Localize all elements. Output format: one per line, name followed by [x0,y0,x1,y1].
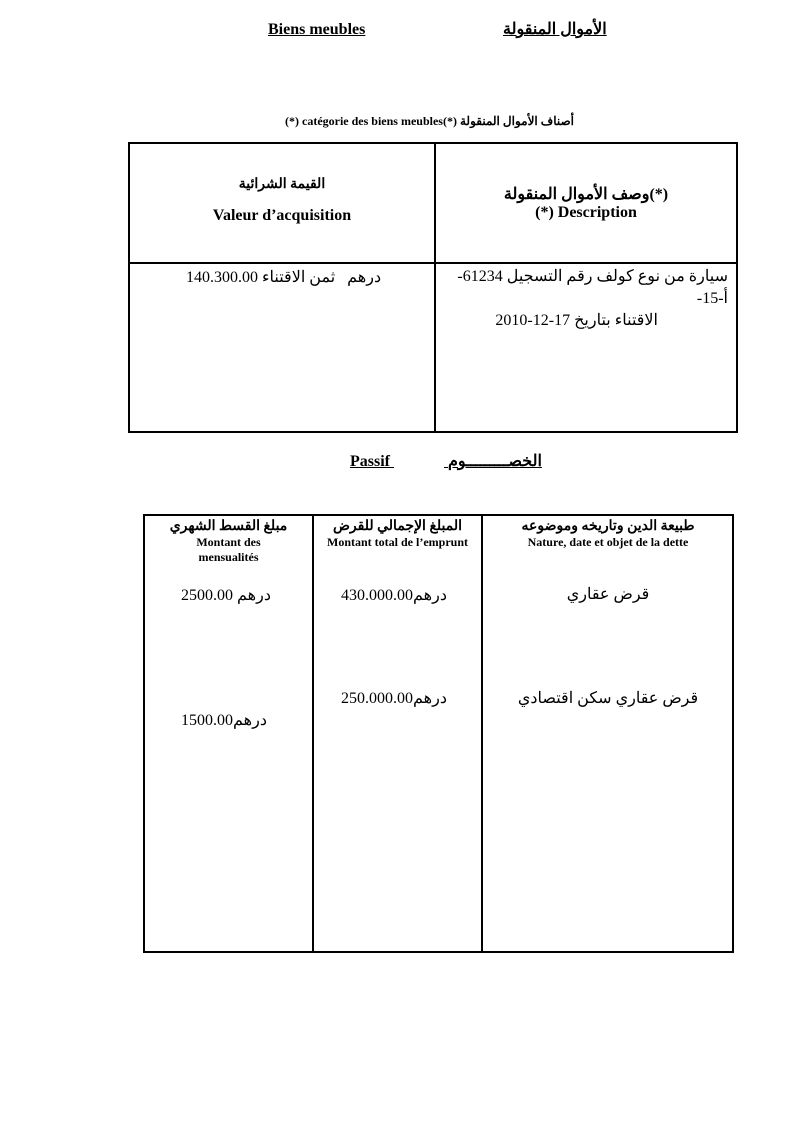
assets-table [128,142,738,433]
category-fr: (*) catégorie des biens meubles [285,114,443,128]
row1-monthly [181,585,271,605]
page-title-ar: الأموال المنقولة [503,21,607,38]
asset-value-currency: درهم [347,269,382,286]
row2-monthly [181,710,267,730]
liabilities-col-divider-1 [312,516,314,951]
page-title-fr: Biens meubles [268,21,366,38]
row2-total-currency: درهم [413,690,447,707]
asset-description-line2: الاقتناء بتاريخ 17-12-2010 [495,312,658,329]
row1-monthly-currency: درهم [237,587,271,604]
liabilities-heading-fr: Passif [350,453,390,470]
monthly-header [145,518,312,565]
monthly-header-ar: مبلغ القسط الشهري [169,519,288,534]
row1-total-currency: درهم [413,587,447,604]
liabilities-col-divider-2 [481,516,483,951]
row2-nature: قرض عقاري سكن اقتصادي [517,690,699,707]
row2-monthly-currency: درهم [233,712,267,729]
value-header [130,176,434,225]
value-header-fr: Valeur d’acquisition [212,207,352,224]
description-header [434,184,738,222]
value-header-ar: القيمة الشرائية [238,177,326,192]
row2-total [341,688,447,708]
row2-monthly-amount: 1500.00 [181,712,233,729]
row1-total-amount: 430.000.00 [341,587,413,604]
description-header-ar: وصف الأموال المنقولة(*) [503,186,669,203]
assets-table-header-divider [130,262,736,264]
row1-nature: قرض عقاري [566,586,650,603]
total-header-fr: Montant total de l’emprunt [327,535,468,549]
liabilities-table [143,514,734,953]
monthly-header-fr1: Montant des [196,535,261,549]
row2-total-amount: 250.000.00 [341,690,413,707]
category-line [285,114,574,129]
category-ar: (*) أصناف الأموال المنقولة [442,114,574,128]
total-header-ar: المبلغ الإجمالي للقرض [332,519,462,534]
nature-header-ar: طبيعة الدين وتاريخه وموضوعه [521,519,695,534]
asset-description [440,266,728,332]
liabilities-heading-ar: الخصـــــــــوم [448,453,542,470]
asset-value-label: ثمن الاقتناء [262,269,336,286]
asset-value [186,267,381,287]
asset-value-amount: 140.300.00 [186,269,258,286]
monthly-header-fr2: mensualités [198,550,259,564]
row1-total [341,585,447,605]
nature-header [483,518,733,550]
total-header [314,518,481,550]
asset-description-line1: سيارة من نوع كولف رقم التسجيل 61234-أ-15- [457,268,728,307]
nature-header-fr: Nature, date et objet de la dette [527,535,689,549]
liabilities-heading [350,451,542,471]
row1-monthly-amount: 2500.00 [181,587,233,604]
description-header-fr: (*) Description [535,204,637,221]
